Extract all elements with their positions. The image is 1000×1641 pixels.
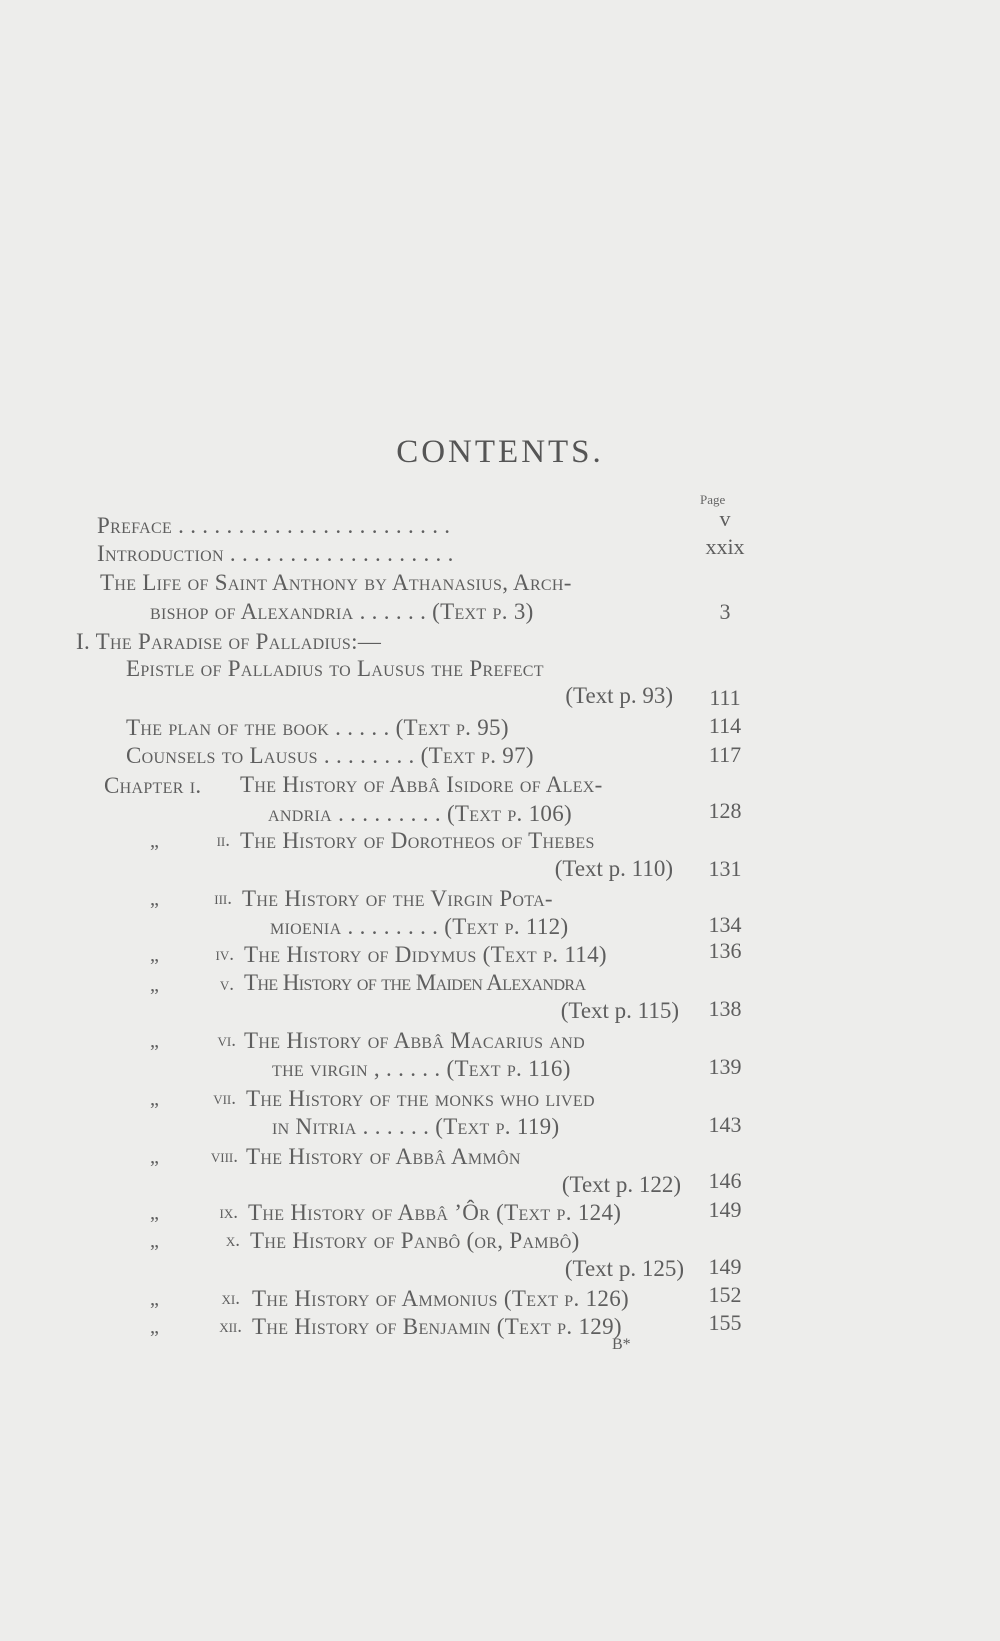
toc-part-one: I. The Paradise of Palladius:— xyxy=(76,629,382,654)
ditto-mark: „ xyxy=(150,944,159,966)
toc-page-chapter-9: 149 xyxy=(708,1197,742,1222)
toc-chapter-8-ref: (Text p. 122) xyxy=(561,1172,681,1197)
chapter-number: ii. xyxy=(216,830,230,851)
toc-chapter-11: The History of Ammonius (Text p. 126) xyxy=(252,1286,629,1311)
toc-entry-plan: The plan of the book . . . . . (Text p. 95) xyxy=(126,715,509,740)
toc-chapter-6-line1: The History of Abbâ Macarius and xyxy=(244,1028,585,1053)
chapter-number: vii. xyxy=(213,1088,236,1109)
signature-mark: B* xyxy=(612,1336,631,1353)
toc-page-plan: 114 xyxy=(708,713,742,738)
toc-page-chapter-5: 138 xyxy=(708,996,742,1021)
toc-page-chapter-2: 131 xyxy=(708,856,742,881)
toc-page-introduction: xxix xyxy=(705,534,745,559)
toc-chapter-5-ref: (Text p. 115) xyxy=(560,998,679,1023)
chapter-number: ix. xyxy=(219,1202,238,1223)
ditto-mark: „ xyxy=(150,1288,159,1310)
toc-page-chapter-4: 136 xyxy=(708,938,742,963)
toc-entry-anthony-line2: bishop of Alexandria . . . . . . (Text p. 3) xyxy=(150,599,534,624)
toc-chapter-2-line1: The History of Dorotheos of Thebes xyxy=(240,828,595,853)
page-title: CONTENTS. xyxy=(396,434,604,470)
toc-page-epistle: 111 xyxy=(709,685,741,710)
ditto-mark: „ xyxy=(150,1030,159,1052)
toc-entry-counsels: Counsels to Lausus . . . . . . . . (Text p. 97) xyxy=(126,743,534,768)
toc-chapter-1-line2: andria . . . . . . . . . (Text p. 106) xyxy=(268,801,572,826)
toc-chapter-1-line1: The History of Abbâ Isidore of Alex- xyxy=(240,772,603,797)
ditto-mark: „ xyxy=(150,1088,159,1110)
toc-page-chapter-1: 128 xyxy=(708,798,742,823)
toc-chapter-3-line1: The History of the Virgin Pota- xyxy=(242,886,553,911)
chapter-number: iii. xyxy=(214,888,232,909)
toc-page-anthony: 3 xyxy=(719,599,731,624)
chapter-number: iv. xyxy=(215,944,234,965)
toc-chapter-10-ref: (Text p. 125) xyxy=(564,1256,684,1281)
toc-chapter-5-line1: The History of the Maiden Alexandra xyxy=(244,970,586,995)
page-column-label: Page xyxy=(700,492,726,507)
toc-page-chapter-6: 139 xyxy=(708,1054,742,1079)
chapter-number: vi. xyxy=(217,1030,236,1051)
chapter-number: viii. xyxy=(210,1146,238,1167)
toc-page-counsels: 117 xyxy=(708,742,742,767)
toc-page-preface: v xyxy=(719,506,731,531)
toc-entry-epistle-line1: Epistle of Palladius to Lausus the Prefect xyxy=(126,656,544,681)
toc-chapter-2-ref: (Text p. 110) xyxy=(554,856,673,881)
ditto-mark: „ xyxy=(150,974,159,996)
toc-chapter-6-line2: the virgin , . . . . . (Text p. 116) xyxy=(272,1056,571,1081)
toc-chapter-4: The History of Didymus (Text p. 114) xyxy=(244,942,607,967)
ditto-mark: „ xyxy=(150,1316,159,1338)
toc-page-chapter-8: 146 xyxy=(708,1168,742,1193)
toc-page-chapter-12: 155 xyxy=(708,1310,742,1335)
toc-page-chapter-11: 152 xyxy=(708,1282,742,1307)
toc-chapter-8-line1: The History of Abbâ Ammôn xyxy=(246,1144,521,1169)
toc-chapter-10-line1: The History of Panbô (or, Pambô) xyxy=(250,1228,580,1253)
toc-chapter-7-line2: in Nitria . . . . . . (Text p. 119) xyxy=(272,1114,560,1139)
toc-chapter-12: The History of Benjamin (Text p. 129) xyxy=(252,1314,622,1339)
toc-chapter-9: The History of Abbâ ’Ôr (Text p. 124) xyxy=(248,1200,622,1225)
chapter-number: x. xyxy=(225,1230,240,1251)
chapter-number: v. xyxy=(219,974,234,995)
chapter-number: xii. xyxy=(219,1316,242,1337)
ditto-mark: „ xyxy=(150,830,159,852)
toc-page-chapter-3: 134 xyxy=(708,912,742,937)
ditto-mark: „ xyxy=(150,1202,159,1224)
toc-chapter-7-line1: The History of the monks who lived xyxy=(246,1086,595,1111)
ditto-mark: „ xyxy=(150,1146,159,1168)
toc-chapter-3-line2: mioenia . . . . . . . . (Text p. 112) xyxy=(270,914,569,939)
toc-entry-anthony-line1: The Life of Saint Anthony by Athanasius, Arch- xyxy=(100,570,572,595)
toc-entry-introduction: Introduction . . . . . . . . . . . . . . . . . . . xyxy=(97,541,454,566)
ditto-mark: „ xyxy=(150,1230,159,1252)
ditto-mark: „ xyxy=(150,888,159,910)
toc-entry-preface: Preface . . . . . . . . . . . . . . . . . . . . . . . xyxy=(97,513,451,538)
toc-page-chapter-7: 143 xyxy=(708,1112,742,1137)
chapter-label: Chapter i. xyxy=(104,773,202,798)
chapter-number: xi. xyxy=(221,1288,240,1309)
toc-entry-epistle-ref: (Text p. 93) xyxy=(565,683,673,708)
toc-page-chapter-10: 149 xyxy=(708,1254,742,1279)
